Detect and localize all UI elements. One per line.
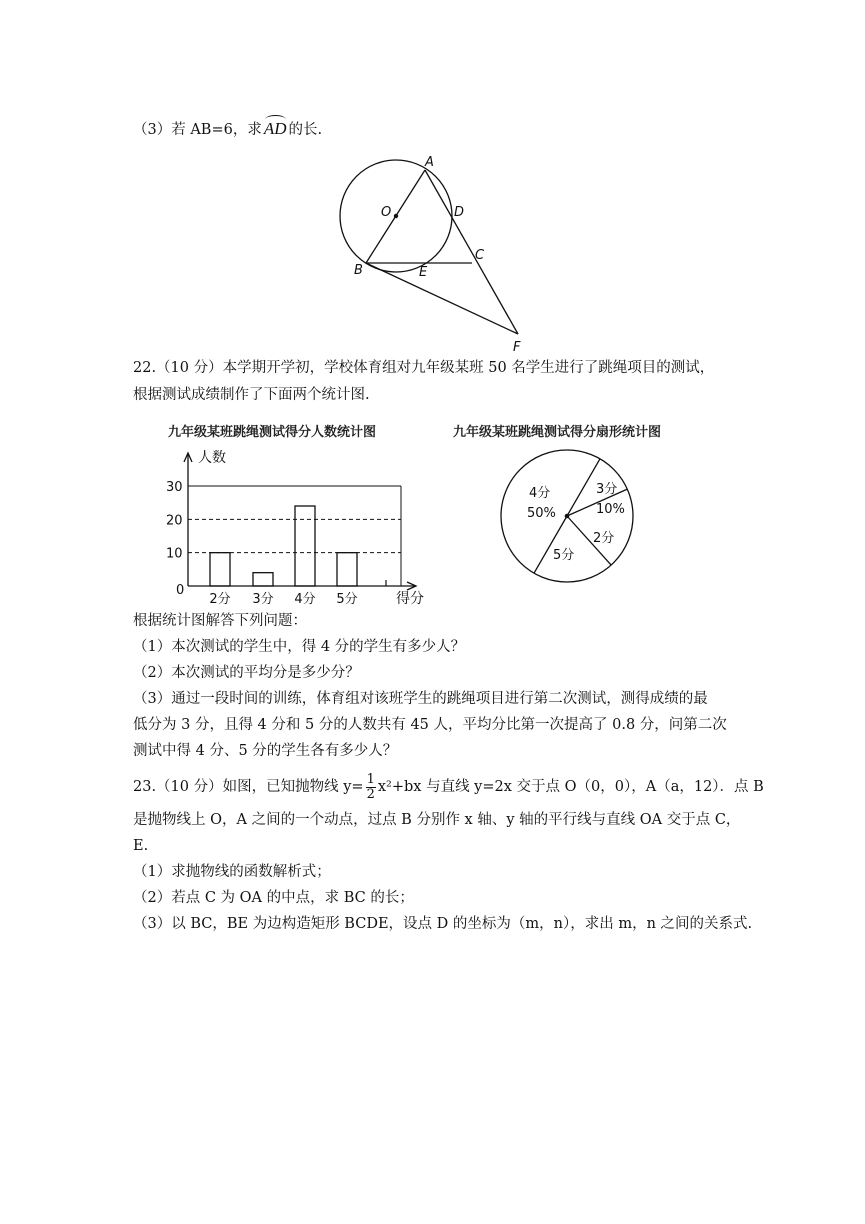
q23-line-2: 是抛物线上 O，A 之间的一个动点，过点 B 分别作 x 轴、y 轴的平行线与直线 OA 交于点 C， — [133, 812, 741, 828]
label-a: A — [425, 155, 434, 170]
q22-q3-3: 测试中得 4 分、5 分的学生各有多少人？ — [133, 743, 398, 759]
q22-lead: 根据统计图解答下列问题： — [133, 613, 307, 629]
q23-line-1 — [133, 772, 764, 802]
pie-chart-title: 九年级某班跳绳测试得分扇形统计图 — [453, 425, 662, 440]
q22-intro-1: 22.（10 分）本学期开学初，学校体育组对九年级某班 50 名学生进行了跳绳项目的测试， — [133, 360, 715, 376]
circle-o — [340, 160, 452, 272]
bar-5分 — [337, 553, 357, 586]
slice-label-3fen: 3分 — [596, 482, 618, 497]
pie-center — [565, 514, 570, 519]
q23-line1-a: 23.（10 分）如图，已知抛物线 y= — [133, 779, 364, 795]
x-tick-2分: 2分 — [209, 592, 231, 607]
q21-part3-prefix: （3）若 AB=6，求 — [133, 122, 262, 138]
x-axis-label: 得分 — [396, 591, 424, 607]
fraction-numerator: 1 — [366, 771, 375, 787]
slice-label-2fen: 2分 — [593, 531, 615, 546]
center-dot — [394, 214, 398, 218]
slice-label-5fen: 5分 — [553, 548, 575, 563]
line-ab — [366, 170, 425, 263]
slice-label-4fen: 4分 — [529, 486, 551, 501]
x-tick-5分: 5分 — [336, 592, 358, 607]
x-tick-4分: 4分 — [294, 592, 316, 607]
q22-q1: （1）本次测试的学生中，得 4 分的学生有多少人？ — [133, 639, 466, 655]
bar-2分 — [210, 553, 230, 586]
q22-q3-1: （3）通过一段时间的训练，体育组对该班学生的跳绳项目进行第二次测试，测得成绩的最 — [133, 691, 708, 707]
bar-chart — [160, 418, 460, 608]
q21-part3-suffix: 的长. — [288, 122, 323, 138]
bar-3分 — [253, 573, 273, 586]
line-bf — [366, 263, 518, 334]
pie-chart — [445, 418, 745, 608]
label-d: D — [454, 205, 465, 220]
pie-divider-3 — [534, 516, 567, 573]
arc-ad: AD — [263, 119, 287, 138]
fraction-one-half — [366, 773, 376, 802]
x-tick-3分: 3分 — [252, 592, 274, 607]
label-f: F — [513, 340, 521, 355]
label-c: C — [475, 248, 485, 263]
q23-q2: （2）若点 C 为 OA 的中点，求 BC 的长； — [133, 890, 414, 906]
q23-q1: （1）求抛物线的函数解析式； — [133, 864, 331, 880]
fraction-denominator: 2 — [366, 786, 375, 802]
q21-part3 — [133, 119, 322, 140]
y-tick-0: 0 — [176, 583, 185, 598]
q22-q2: （2）本次测试的平均分是多少分？ — [133, 665, 360, 681]
q22-q3-2: 低分为 3 分，且得 4 分和 5 分的人数共有 45 人，平均分比第一次提高了 0.8 分，问第二次 — [133, 717, 727, 733]
y-tick-20: 20 — [166, 513, 183, 529]
q23-line-3: E. — [133, 838, 149, 854]
q23-line1-b: x²+bx 与直线 y=2x 交于点 O（0，0），A（a，12）．点 B — [377, 779, 764, 795]
label-b: B — [354, 263, 363, 278]
line-af — [425, 170, 518, 334]
label-e: E — [419, 265, 428, 280]
y-axis-label: 人数 — [198, 450, 226, 466]
y-tick-10: 10 — [166, 546, 183, 562]
slice-pct-3fen: 10% — [596, 502, 625, 517]
bar-chart-title: 九年级某班跳绳测试得分人数统计图 — [168, 425, 377, 440]
slice-pct-4fen: 50% — [527, 506, 556, 521]
bar-4分 — [295, 506, 315, 586]
y-tick-30: 30 — [166, 480, 183, 495]
q23-q3: （3）以 BC，BE 为边构造矩形 BCDE，设点 D 的坐标为（m，n），求出 m，n 之间的关系式. — [133, 916, 753, 932]
label-o: O — [381, 205, 392, 220]
q22-intro-2: 根据测试成绩制作了下面两个统计图. — [133, 387, 370, 403]
